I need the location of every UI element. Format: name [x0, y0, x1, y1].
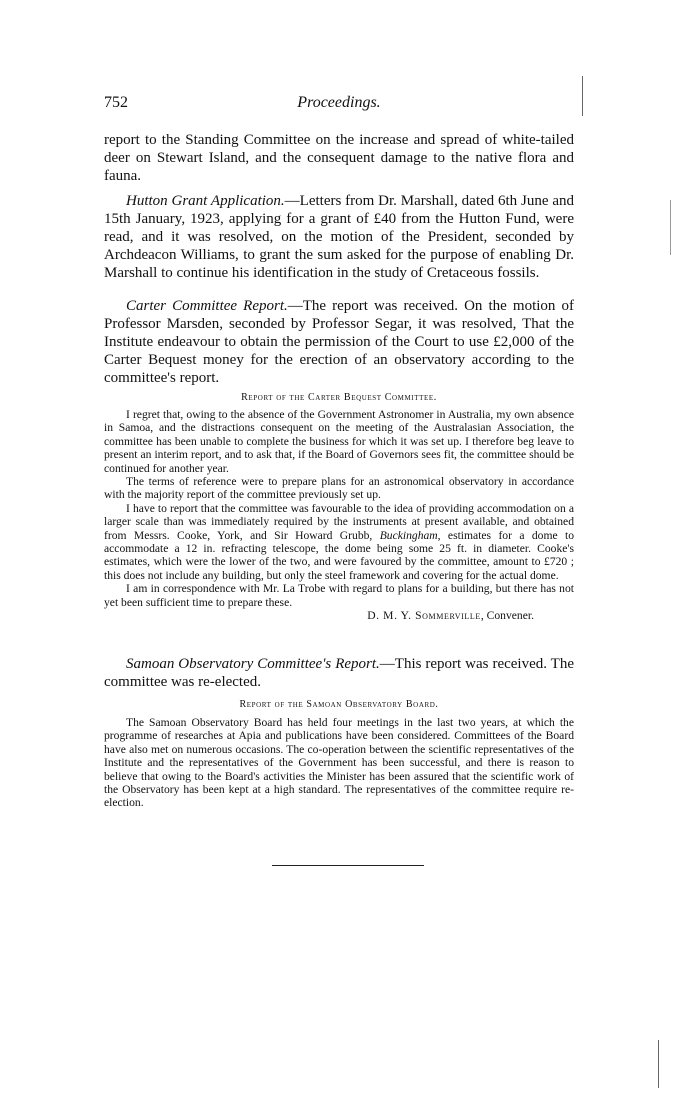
page-header — [104, 94, 574, 118]
report-paragraph: I am in correspondence with Mr. La Trobe with regard to plans for a building, but there has not yet been sufficient time to prepare these. — [104, 582, 574, 609]
report-paragraph: The Samoan Observatory Board has held four meetings in the last two years, at which the programme of researches at Apia and publications have been considered. Committees of the Board have also met on numerous occasions. The co-operation between the scientific representatives of the Institute and the representatives of the Government has been successful, and there is reason to believe that owing to the Board's activities the Minister has been assured that the scientific work of the Observatory has been kept at a high standard. The representatives of the committee require re-election. — [104, 716, 574, 810]
paragraph-text: —This report was received. The committee was re-elected. — [104, 656, 574, 690]
paragraph-title: Carter Committee Report. — [126, 298, 288, 314]
paragraph-deer-report — [104, 131, 574, 185]
page-number: 752 — [104, 94, 128, 111]
paragraph-text: report to the Standing Committee on the increase and spread of white-tailed deer on Stewart Island, and the consequent damage to the native flora and fauna. — [104, 132, 574, 184]
paragraph-samoan-committee — [104, 655, 574, 691]
paragraph-text: —Letters from Dr. Marshall, dated 6th June and 15th January, 1923, applying for a grant of £40 from the Hutton Fund, were read, and it was resolved, on the motion of the President, seconded by Archdeacon Williams, to grant the sum asked for the purpose of enabling Dr. Marshall to continue his identification in the study of Cretaceous fossils. — [104, 193, 574, 281]
scan-mark — [582, 76, 583, 116]
scan-mark — [658, 1040, 659, 1088]
signature — [104, 609, 574, 622]
end-rule — [272, 865, 424, 866]
signature-name: D. M. Y. Sommerville — [367, 609, 481, 623]
scan-mark — [670, 200, 671, 255]
report-paragraph: The terms of reference were to prepare plans for an astronomical observatory in accordance with the majority report of the committee previously set up. — [104, 475, 574, 502]
running-title: Proceedings. — [297, 94, 381, 111]
carter-report-body — [104, 408, 574, 623]
place-name: Buckingham — [379, 528, 438, 542]
paragraph-body — [104, 192, 574, 282]
carter-report-heading: Report of the Carter Bequest Committee. — [241, 392, 437, 403]
report-text: I have to report that the committee was favourable to the idea of providing accommodation on a larger scale than was immediately required by the instruments at present available, and obtained from Messrs. Cooke, York, and Sir Howard Grubb, — [104, 501, 574, 542]
paragraph-hutton-grant — [104, 192, 574, 282]
paragraph-body — [104, 297, 574, 387]
paragraph-text: —The report was received. On the motion of Professor Marsden, seconded by Professor Segar, it was resolved, That the Institute endeavour to obtain the permission of the Court to use £2,000 of the Carter Bequest money for the erection of an observatory according to the committee's report. — [104, 298, 574, 386]
samoan-report-heading: Report of the Samoan Observatory Board. — [239, 699, 439, 710]
report-paragraph — [104, 502, 574, 582]
report-paragraph: I regret that, owing to the absence of the Government Astronomer in Australia, my own absence in Samoa, and the distractions consequent on the meeting of the Australasian Association, the committee has been unable to complete the business for which it was set up. I therefore beg leave to present an interim report, and to ask that, if the Board of Governors sees fit, the committee should be continued for another year. — [104, 408, 574, 475]
paragraph-title: Hutton Grant Application. — [126, 193, 285, 209]
paragraph-body — [104, 655, 574, 691]
signature-role: , Convener. — [480, 609, 534, 623]
samoan-report-body — [104, 716, 574, 810]
paragraph-title: Samoan Observatory Committee's Report. — [126, 656, 380, 672]
report-text: , estimates for a dome to accommodate a 12 in. refracting telescope, the dome being some 25 ft. in diameter. Cooke's estimates, which were the lower of the two, and were favoured by the committee, amount to £720 ; this does not include any building, but only the steel framework and covering for the actual dome. — [104, 528, 574, 582]
paragraph-carter-committee — [104, 297, 574, 387]
